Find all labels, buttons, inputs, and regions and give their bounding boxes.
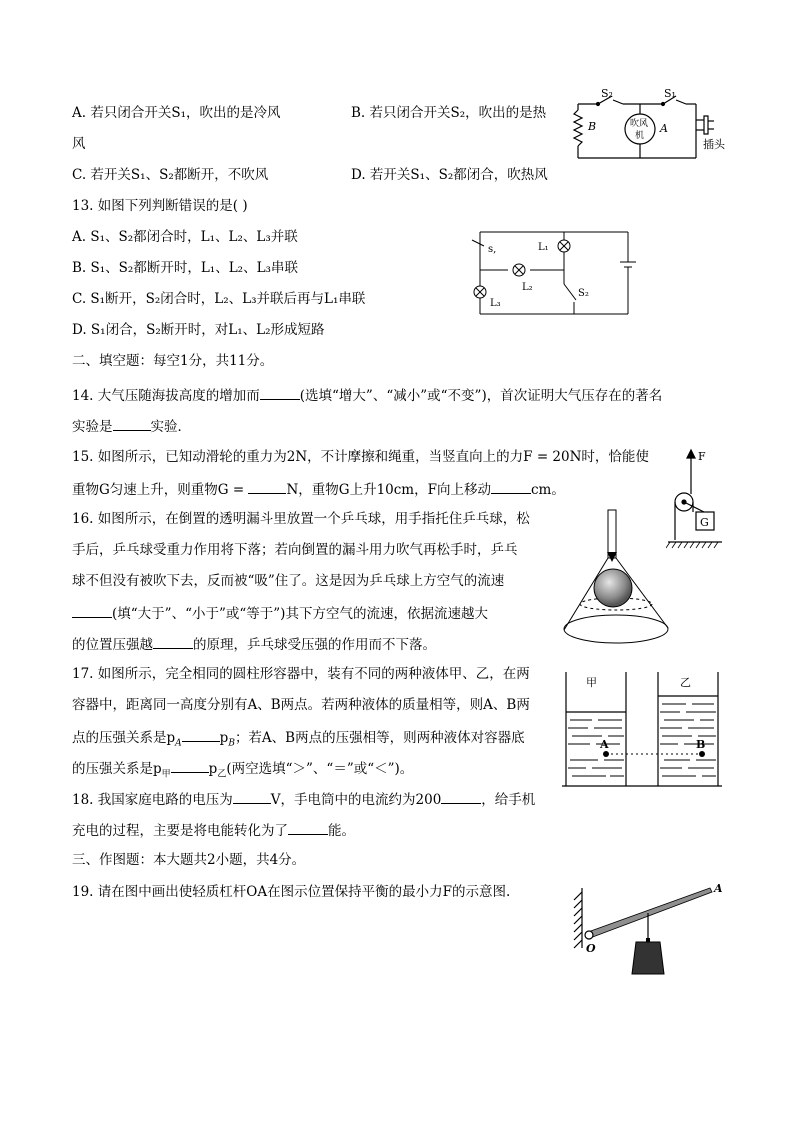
fig-s1-label: S₁ xyxy=(664,87,676,100)
q15-blank-2[interactable] xyxy=(491,479,531,494)
fig-l1-label: L₁ xyxy=(538,242,549,253)
fig-o-label: O xyxy=(586,942,596,955)
q14-blank-2[interactable] xyxy=(113,416,151,431)
q18-blank-3[interactable] xyxy=(288,820,328,835)
fig-motor-label-1: 吹风 xyxy=(630,119,649,129)
funnel-ping-pong-figure xyxy=(560,508,674,648)
fig-b-label: B xyxy=(588,120,597,133)
q15-line-2 xyxy=(72,479,565,499)
q13-option-d: D. S₁闭合，S₂断开时，对L₁、L₂形成短路 xyxy=(72,322,325,338)
q17-sub-b: B xyxy=(228,738,235,749)
fig-motor-label-2: 机 xyxy=(635,131,645,141)
q16-blank-2[interactable] xyxy=(153,634,193,649)
q18-text-1: 18. 我国家庭电路的电压为 xyxy=(72,792,233,808)
q12-option-a: A. 若只闭合开关S₁，吹出的是冷风 xyxy=(72,105,281,121)
q16-line-3: 球不但没有被吹下去，反而被“吸”住了。这是因为乒乓球上方空气的流速 xyxy=(72,573,505,589)
q17-line-4 xyxy=(72,758,413,784)
q13-option-b: B. S₁、S₂都断开时，L₁、L₂、L₃串联 xyxy=(72,260,298,276)
q17-text-4a: 的压强关系是p xyxy=(72,761,162,777)
q17-text-4e: (两空选填“＞”、“＝”或“＜”)。 xyxy=(226,761,414,777)
q18-text-2: V，手电筒中的电流约为200 xyxy=(270,792,442,808)
q17-blank-1[interactable] xyxy=(182,727,220,742)
q17-sub-yi: 乙 xyxy=(217,769,227,780)
q18-text-4: 充电的过程，主要是将电能转化为了 xyxy=(72,823,288,839)
q15-text-3: N，重物G上升10cm，F向上移动 xyxy=(286,482,491,498)
q18-line-1 xyxy=(72,789,535,809)
q16-text-4: (填“大于”、“小于”或“等于”)其下方空气的流速，依据流速越大 xyxy=(112,606,488,622)
fig-a-label: A xyxy=(660,122,668,135)
fig-s1-label: s, xyxy=(488,244,497,255)
fig-s2-label: S₂ xyxy=(601,87,613,100)
ping-pong-ball-icon xyxy=(594,569,632,607)
fig-l2-label: L₂ xyxy=(522,282,533,293)
q12-option-c: C. 若开关S₁、S₂都断开，不吹风 xyxy=(72,167,269,183)
q17-text-3a: 点的压强关系是p xyxy=(72,730,176,746)
fig-s2-label: S₂ xyxy=(578,288,589,299)
fig-a-label: A xyxy=(714,882,723,895)
q16-text-6: 的原理，乒乓球受压强的作用而不下落。 xyxy=(193,637,436,653)
q16-line-2: 手后，乒乓球受重力作用将下落；若向倒置的漏斗用力吹气再松手时，乒乓 xyxy=(72,542,518,558)
fig-b-label: B xyxy=(696,738,706,751)
fig-l3-label: L₃ xyxy=(490,298,501,309)
q14-line-2 xyxy=(72,416,191,436)
q17-line-1: 17. 如图所示，完全相同的圆柱形容器中，装有不同的两种液体甲、乙，在两 xyxy=(72,666,530,682)
q16-text-5: 的位置压强越 xyxy=(72,637,153,653)
q12-option-b: B. 若只闭合开关S₂，吹出的是热 xyxy=(351,105,547,121)
q16-line-5 xyxy=(72,634,436,654)
q12-option-a-wrap: 风 xyxy=(72,136,86,152)
fig-plug-label: 插头 xyxy=(703,138,725,151)
point-b-icon xyxy=(699,751,705,757)
q18-line-2 xyxy=(72,820,355,840)
pulley-figure xyxy=(666,446,728,550)
q13-stem: 13. 如图下列判断错误的是( ) xyxy=(72,198,248,214)
section-3-title: 三、作图题：本大题共2小题，共4分。 xyxy=(72,852,306,868)
q18-blank-2[interactable] xyxy=(441,789,481,804)
q13-option-a: A. S₁、S₂都闭合时，L₁、L₂、L₃并联 xyxy=(72,229,298,245)
two-containers-figure xyxy=(562,668,722,792)
q17-line-2: 容器中，距离同一高度分别有A、B两点。若两种液体的质量相等，则A、B两 xyxy=(72,697,530,713)
q15-line-1: 15. 如图所示，已知动滑轮的重力为2N，不计摩擦和绳重，当竖直向上的力F = 20N时，恰能使 xyxy=(72,449,649,465)
q14-text-2: (选填“增大”、“减小”或“不变”)，首次证明大气压存在的著名 xyxy=(299,388,663,404)
q17-sub-jia: 甲 xyxy=(161,769,171,780)
q18-text-3: ，给手机 xyxy=(481,792,536,808)
q14-line-1 xyxy=(72,385,662,405)
q16-line-1: 16. 如图所示，在倒置的透明漏斗里放置一个乒乓球，用手指托住乒乓球，松 xyxy=(72,511,530,527)
q14-text-3: 实验是 xyxy=(72,419,113,435)
fig-f-label: F xyxy=(698,450,706,463)
three-lamp-circuit-figure xyxy=(466,226,642,318)
q16-blank-1[interactable] xyxy=(72,603,112,618)
q17-text-4c: p xyxy=(208,761,218,777)
q14-blank-1[interactable] xyxy=(260,385,300,400)
q19-text: 19. 请在图中画出使轻质杠杆OA在图示位置保持平衡的最小力F的示意图. xyxy=(72,884,511,900)
q17-line-3 xyxy=(72,727,525,753)
fig-a-label: A xyxy=(600,738,609,751)
q17-sub-a: A xyxy=(175,738,182,749)
q17-text-3e: ；若A、B两点的压强相等，则两种液体对容器底 xyxy=(234,730,525,746)
q12-option-d: D. 若开关S₁、S₂都闭合，吹热风 xyxy=(351,167,548,183)
q14-text-1: 14. 大气压随海拔高度的增加而 xyxy=(72,388,260,404)
section-2-title: 二、填空题：每空1分，共11分。 xyxy=(72,353,274,369)
q13-option-c: C. S₁断开，S₂闭合时，L₂、L₃并联后再与L₁串联 xyxy=(72,291,366,307)
q16-line-4 xyxy=(72,603,488,623)
q18-text-5: 能。 xyxy=(328,823,355,839)
lever-figure xyxy=(564,880,728,978)
q17-text-3c: p xyxy=(219,730,229,746)
point-a-icon xyxy=(603,751,609,757)
q15-text-4: cm。 xyxy=(530,482,565,498)
q17-blank-2[interactable] xyxy=(171,758,209,773)
hair-dryer-circuit-figure xyxy=(568,86,738,166)
q15-text-2: 重物G匀速上升，则重物G = xyxy=(72,482,249,498)
q14-text-4: 实验． xyxy=(150,419,191,435)
fig-g-label: G xyxy=(700,516,709,529)
fig-jia-label: 甲 xyxy=(586,676,597,689)
q18-blank-1[interactable] xyxy=(233,789,271,804)
fig-yi-label: 乙 xyxy=(680,676,691,689)
pivot-icon xyxy=(585,931,593,939)
q15-blank-1[interactable] xyxy=(248,479,286,494)
